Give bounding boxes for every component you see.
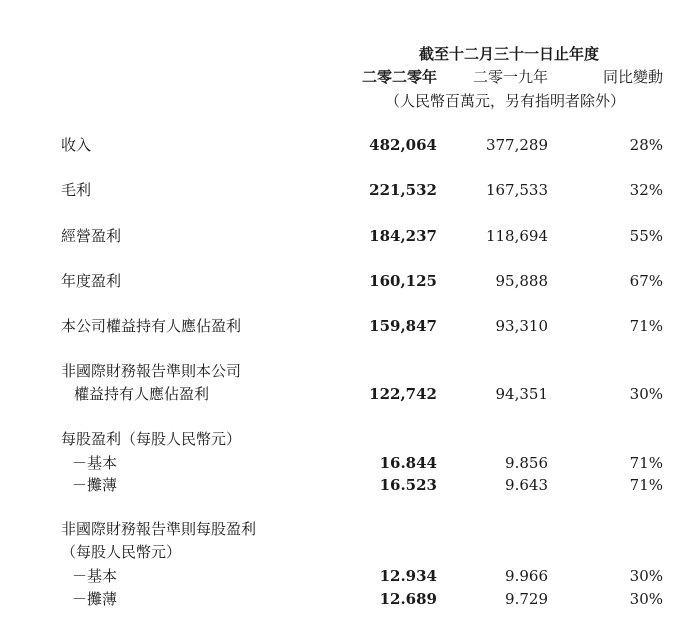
value-2020: 184,237 [369, 227, 437, 245]
value-2020: 221,532 [369, 181, 437, 199]
value-2020: 12.689 [379, 590, 437, 608]
eps-diluted-label: －攤薄 [72, 476, 118, 494]
eps-label: 每股盈利（每股人民幣元） [61, 430, 242, 448]
row-label-line2: 權益持有人應佔盈利 [74, 385, 210, 403]
value-2019: 95,888 [495, 272, 548, 290]
value-2019: 118,694 [485, 227, 548, 245]
row-label: 收入 [61, 136, 92, 154]
value-change: 67% [629, 272, 663, 290]
value-2019: 9.729 [505, 590, 548, 608]
value-2019: 377,289 [485, 136, 548, 154]
value-change: 71% [629, 317, 663, 335]
value-2019: 167,533 [485, 181, 548, 199]
value-2019: 9.966 [505, 567, 548, 585]
value-change: 28% [629, 136, 663, 154]
value-change: 55% [629, 227, 663, 245]
value-change: 30% [629, 567, 663, 585]
value-2020: 12.934 [379, 567, 437, 585]
header-period: 截至十二月三十一日止年度 [418, 45, 599, 63]
row-label-line1: 非國際財務報告準則本公司 [61, 362, 242, 380]
value-change: 32% [629, 181, 663, 199]
non-ifrs-eps-label-line2: （每股人民幣元） [61, 543, 182, 561]
header-col-change: 同比變動 [602, 68, 663, 86]
value-2020: 122,742 [369, 385, 437, 403]
row-label: 年度盈利 [61, 272, 122, 290]
value-2019: 9.643 [505, 476, 548, 494]
value-2020: 16.523 [379, 476, 437, 494]
value-change: 30% [629, 590, 663, 608]
value-2019: 93,310 [495, 317, 548, 335]
header-col-2019: 二零一九年 [472, 68, 548, 86]
value-change: 71% [629, 476, 663, 494]
value-2020: 159,847 [369, 317, 437, 335]
value-change: 30% [629, 385, 663, 403]
value-2020: 482,064 [369, 136, 437, 154]
value-change: 71% [629, 454, 663, 472]
header-col-2020: 二零二零年 [361, 68, 437, 86]
row-label: 毛利 [61, 181, 92, 199]
eps-basic-label: －基本 [72, 454, 118, 472]
value-2019: 9.856 [505, 454, 548, 472]
value-2020: 16.844 [379, 454, 437, 472]
header-unit: （人民幣百萬元，另有指明者除外） [385, 92, 626, 110]
value-2019: 94,351 [495, 385, 548, 403]
non-ifrs-eps-basic-label: －基本 [72, 567, 118, 585]
non-ifrs-eps-diluted-label: －攤薄 [72, 590, 118, 608]
non-ifrs-eps-label-line1: 非國際財務報告準則每股盈利 [61, 520, 257, 538]
row-label: 本公司權益持有人應佔盈利 [61, 317, 242, 335]
value-2020: 160,125 [369, 272, 437, 290]
row-label: 經營盈利 [61, 227, 122, 245]
